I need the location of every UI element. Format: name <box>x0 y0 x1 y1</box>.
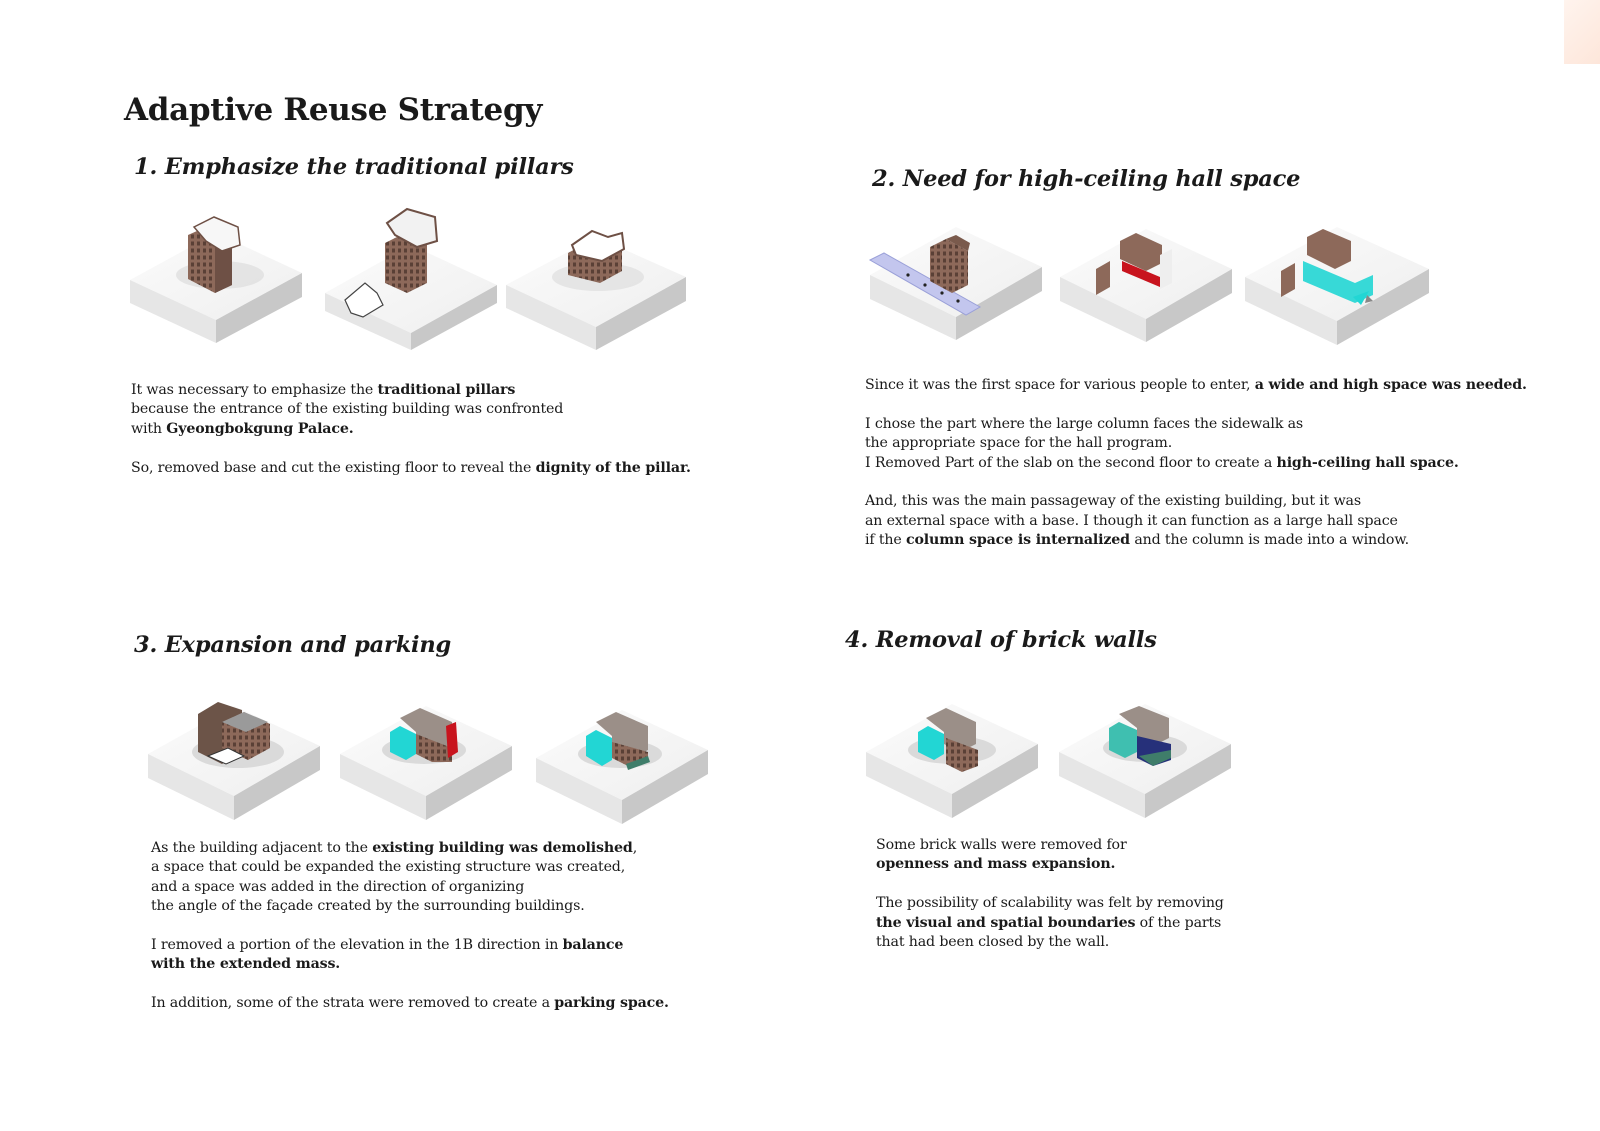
bold-run: the visual and spatial boundaries <box>876 914 1136 931</box>
text-line <box>876 836 1224 855</box>
text-line <box>865 512 1527 531</box>
plinth-3-3 <box>536 710 708 824</box>
bold-run: a wide and high space was needed. <box>1254 377 1527 393</box>
text-run: , <box>632 840 638 856</box>
text-line <box>151 878 669 897</box>
bold-run: existing building was demolished <box>372 840 633 856</box>
plinth-1-2 <box>325 209 497 350</box>
bold-run: Gyeongbokgung Palace. <box>166 420 354 437</box>
text-line <box>865 434 1527 453</box>
text-run: and the column is made into a window. <box>1129 532 1409 549</box>
page-title: Adaptive Reuse Strategy <box>124 92 543 128</box>
bold-run: openness and mass expansion. <box>876 856 1116 873</box>
text-run: the angle of the façade created by the surrounding buildings. <box>151 898 585 915</box>
section-2-text <box>865 376 1527 551</box>
text-line <box>876 894 1224 913</box>
paragraph <box>131 381 691 439</box>
bold-run: balance <box>562 937 624 954</box>
text-run: and a space was added in the direction of organizing <box>151 878 525 895</box>
text-line <box>151 858 669 877</box>
text-run: It was necessary to emphasize the <box>131 382 378 398</box>
text-line <box>151 839 669 858</box>
section-4-diagrams <box>866 692 1246 837</box>
plinth-3-1 <box>148 702 320 820</box>
text-line <box>131 381 691 400</box>
section-3-text <box>151 839 669 1014</box>
section-2-diagrams <box>870 215 1440 360</box>
text-run: if the <box>865 532 906 549</box>
bold-run: column space is internalized <box>906 532 1130 549</box>
section-1-heading: 1. Emphasize the traditional pillars <box>134 154 574 180</box>
text-run: As the building adjacent to the <box>151 840 373 856</box>
section-1-diagrams <box>130 205 690 355</box>
paragraph <box>151 839 669 917</box>
text-run: I chose the part where the large column faces the sidewalk as <box>865 415 1304 432</box>
text-line <box>131 459 691 478</box>
text-run: that had been closed by the wall. <box>876 934 1110 951</box>
bold-run: traditional pillars <box>377 382 516 398</box>
text-line <box>151 955 669 974</box>
paragraph <box>865 376 1527 395</box>
text-line <box>865 454 1527 473</box>
plinth-2-2 <box>1060 229 1232 342</box>
text-run: the appropriate space for the hall program. <box>865 435 1173 452</box>
paragraph <box>876 836 1224 875</box>
bold-run: parking space. <box>554 995 669 1012</box>
paragraph <box>865 415 1527 473</box>
text-run: Some brick walls were removed for <box>876 837 1127 853</box>
text-line <box>151 897 669 916</box>
text-line <box>876 855 1224 874</box>
text-run: of the parts <box>1135 914 1222 931</box>
text-line <box>876 933 1224 952</box>
text-run: I removed a portion of the elevation in the 1B direction in <box>151 937 563 954</box>
paragraph <box>131 459 691 478</box>
plinth-3-2 <box>340 706 512 820</box>
section-1-text <box>131 381 691 478</box>
plinth-2-1 <box>870 227 1042 340</box>
text-line <box>865 531 1527 550</box>
text-line <box>876 914 1224 933</box>
text-line <box>865 376 1527 395</box>
paragraph <box>151 936 669 975</box>
section-4-heading: 4. Removal of brick walls <box>845 627 1157 653</box>
text-run: The possibility of scalability was felt by removing <box>876 895 1224 912</box>
text-run: with <box>131 420 167 437</box>
text-line <box>865 492 1527 511</box>
plinth-1-3 <box>506 231 686 350</box>
text-run: an external space with a base. I though it can function as a large hall space <box>865 512 1398 529</box>
plinth-2-3 <box>1245 227 1429 345</box>
plinth-4-1 <box>866 704 1038 818</box>
text-run: And, this was the main passageway of the existing building, but it was <box>865 493 1361 510</box>
text-line <box>131 420 691 439</box>
text-run: So, removed base and cut the existing floor to reveal the <box>131 459 536 476</box>
text-run: a space that could be expanded the existing structure was created, <box>151 859 626 876</box>
corner-tint <box>1564 0 1600 64</box>
text-line <box>151 994 669 1013</box>
text-line <box>865 415 1527 434</box>
text-line <box>151 936 669 955</box>
text-line <box>131 400 691 419</box>
bold-run: high-ceiling hall space. <box>1276 454 1459 471</box>
text-run: In addition, some of the strata were removed to create a <box>151 995 555 1012</box>
text-run: I Removed Part of the slab on the second floor to create a <box>865 454 1277 471</box>
bold-run: dignity of the pillar. <box>535 459 691 476</box>
plinth-1-1 <box>130 217 302 343</box>
text-run: because the entrance of the existing building was confronted <box>131 401 564 418</box>
plinth-4-2 <box>1059 704 1231 818</box>
paragraph <box>151 994 669 1013</box>
bold-run: with the extended mass. <box>151 956 341 973</box>
paragraph <box>865 492 1527 550</box>
section-3-diagrams <box>148 692 723 842</box>
section-3-heading: 3. Expansion and parking <box>134 632 452 658</box>
paragraph <box>876 894 1224 952</box>
text-run: Since it was the first space for various people to enter, <box>865 377 1255 393</box>
section-4-text <box>876 836 1224 952</box>
section-2-heading: 2. Need for high-ceiling hall space <box>872 166 1301 192</box>
